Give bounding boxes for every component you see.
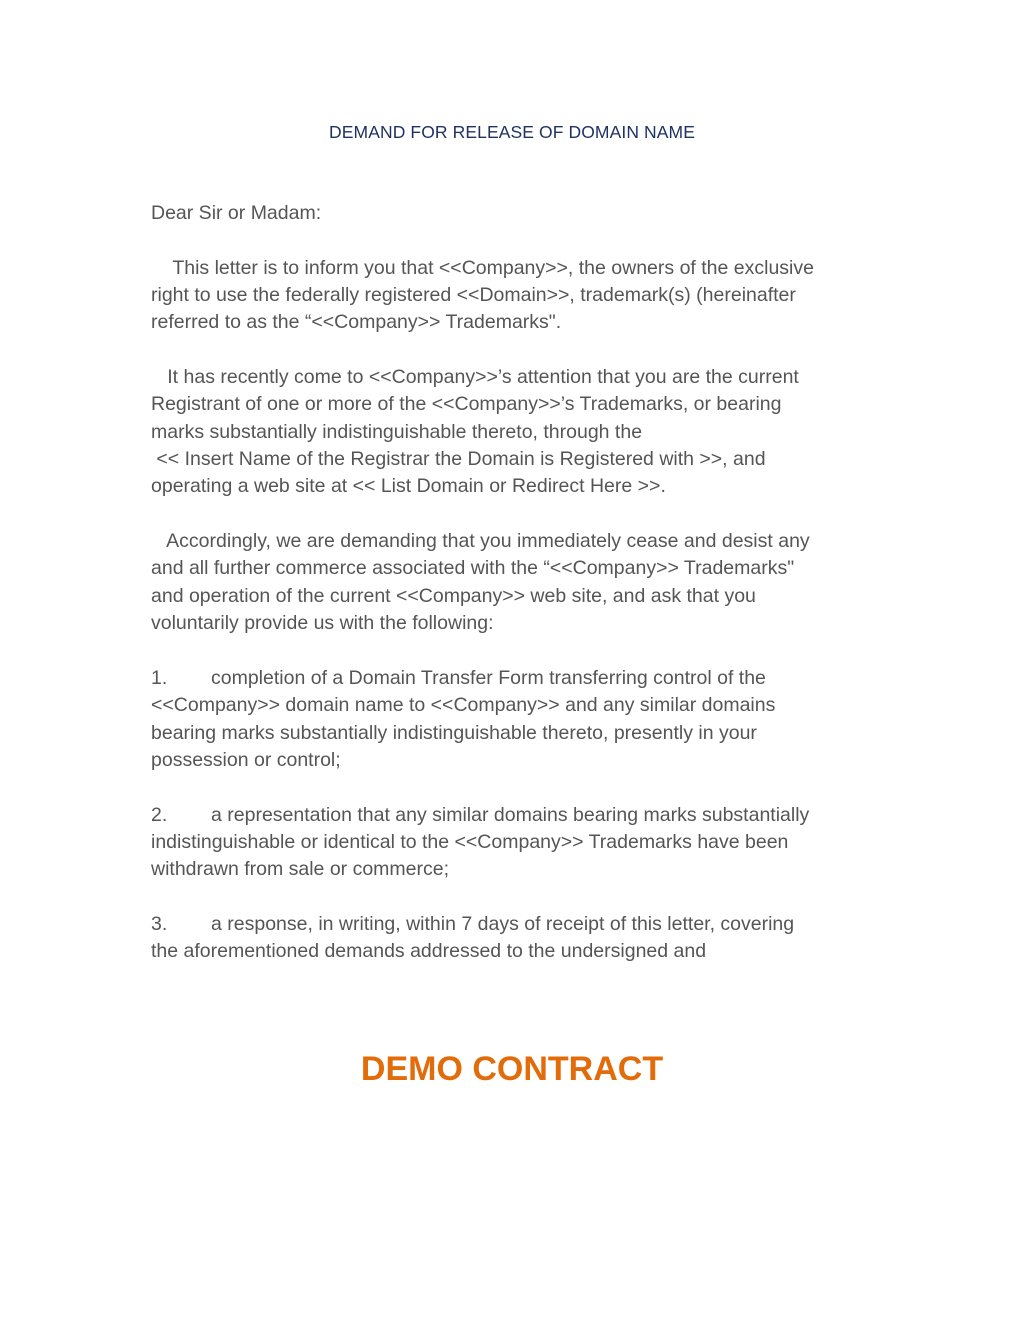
list-item xyxy=(151,665,911,802)
paragraph-line: referred to as the “<<Company>> Trademarks". xyxy=(151,311,562,334)
paragraph-line: right to use the federally registered <<Domain>>, trademark(s) (hereinafter xyxy=(151,284,796,307)
list-item-line: bearing marks substantially indistinguishable thereto, presently in your xyxy=(151,721,757,744)
list-item xyxy=(151,911,911,966)
document-title: DEMAND FOR RELEASE OF DOMAIN NAME xyxy=(329,122,695,142)
paragraph xyxy=(151,528,911,665)
list-item-line xyxy=(151,665,911,692)
list-item-line: indistinguishable or identical to the <<Company>> Trademarks have been xyxy=(151,830,789,853)
list-item xyxy=(151,802,911,911)
list-number: 2. xyxy=(151,803,168,826)
paragraph-line: voluntarily provide us with the following: xyxy=(151,612,494,635)
list-item-line: the aforementioned demands addressed to the undersigned and xyxy=(151,940,707,963)
letter-body xyxy=(151,200,911,966)
list-number: 3. xyxy=(151,912,168,935)
paragraph-line: << Insert Name of the Registrar the Domain is Registered with >>, and xyxy=(151,448,766,471)
paragraph-line: This letter is to inform you that <<Company>>, the owners of the exclusive xyxy=(151,256,814,279)
paragraph xyxy=(151,255,911,364)
list-item-text: a response, in writing, within 7 days of receipt of this letter, covering xyxy=(211,912,795,935)
salutation: Dear Sir or Madam: xyxy=(151,202,322,224)
list-item-line: withdrawn from sale or commerce; xyxy=(151,858,450,881)
paragraph-line: Accordingly, we are demanding that you immediately cease and desist any xyxy=(151,530,810,553)
paragraph-line: and operation of the current <<Company>> web site, and ask that you xyxy=(151,584,756,607)
list-item-line xyxy=(151,911,911,938)
list-item-line xyxy=(151,802,911,829)
paragraph-line: and all further commerce associated with the “<<Company>> Trademarks" xyxy=(151,557,795,580)
list-item-text: completion of a Domain Transfer Form transferring control of the xyxy=(211,666,766,689)
paragraph-line: operating a web site at << List Domain or Redirect Here >>. xyxy=(151,475,666,498)
list-item-line: <<Company>> domain name to <<Company>> and any similar domains xyxy=(151,694,776,717)
paragraph-line: marks substantially indistinguishable thereto, through the xyxy=(151,420,643,443)
list-item-text: a representation that any similar domains bearing marks substantially xyxy=(211,803,810,826)
paragraph xyxy=(151,364,911,528)
paragraph-line: It has recently come to <<Company>>’s attention that you are the current xyxy=(151,366,799,389)
demo-watermark: DEMO CONTRACT xyxy=(360,1050,664,1088)
paragraph-line: Registrant of one or more of the <<Company>>’s Trademarks, or bearing xyxy=(151,393,782,416)
list-item-line: possession or control; xyxy=(151,748,341,771)
list-number: 1. xyxy=(151,666,168,689)
